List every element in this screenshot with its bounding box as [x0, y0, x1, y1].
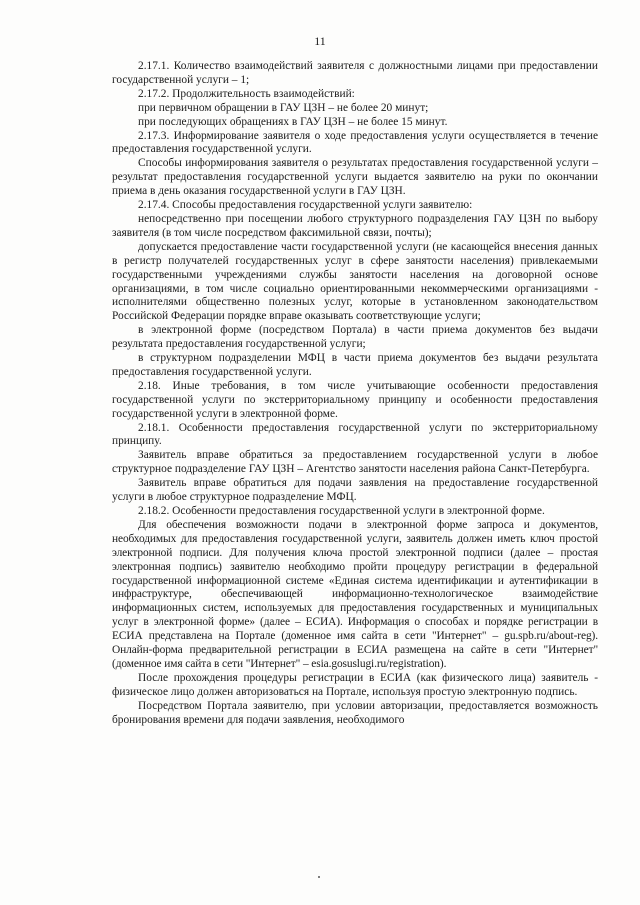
paragraph-partial-service: допускается предоставление части государственной услуги (не касающейся внесения данных в регистр получателей государственных услуг в сфере занятости населения) привлекаемыми государственными учреждениями службы занятости населения на договорной основе организациями, в том числе социально ориентированными некоммерческими организациями - исполнителями общественно полезных услуг, которые в установленном законодательством Российской Федерации порядке вправе оказывать соответствующие услуги;	[112, 240, 598, 323]
paragraph-2-18: 2.18. Иные требования, в том числе учитывающие особенности предоставления государственной услуги по экстерриториальному принципу и особенности предоставления государственной услуги в электронной форме.	[112, 379, 598, 420]
paragraph-2-17-2: 2.17.2. Продолжительность взаимодействий:	[138, 87, 355, 100]
paragraph-esia-registration: Для обеспечения возможности подачи в электронной форме запроса и документов, необходимых для предоставления государственной услуги, заявитель должен иметь ключ простой электронной подписи. Для получения ключа простой электронной подписи (далее – простая электронная подпись) заявителю необходимо пройти процедуру регистрации в федеральной государственной информационной системе «Единая система идентификации и аутентификации в инфраструктуре, обеспечивающей информационно-технологическое взаимодействие информационных систем, используемых для предоставления государственных и муниципальных услуг в электронной форме» (далее – ЕСИА). Информация о способах и порядке регистрации в ЕСИА представлена на Портале (доменное имя сайта в сети "Интернет" – gu.spb.ru/about-reg). Онлайн-форма предварительной регистрации в ЕСИА размещена на сайте в сети "Интернет" (доменное имя сайта в сети "Интернет" – esia.gosuslugi.ru/registration).	[112, 518, 598, 670]
paragraph-any-mfc: Заявитель вправе обратиться для подачи заявления на предоставление государственной услуги в любое структурное подразделение МФЦ.	[112, 477, 598, 504]
paragraph-2-18-1: 2.18.1. Особенности предоставления государственной услуги по экстерриториальному принципу.	[112, 421, 598, 448]
paragraph-after-registration: После прохождения процедуры регистрации в ЕСИА (как физического лица) заявитель - физическое лицо должен авторизоваться на Портале, используя простую электронную подпись.	[112, 671, 598, 698]
paragraph-result-informing: Способы информирования заявителя о результатах предоставления государственной услуги – результат предоставления государственной услуги выдается заявителю на руки по окончании приема в день оказания государственной услуги в ГАУ ЦЗН.	[112, 157, 598, 198]
paragraph-in-person: непосредственно при посещении любого структурного подразделения ГАУ ЦЗН по выбору заявителя (в том числе посредством факсимильной связи, почты);	[112, 212, 598, 239]
paragraph-subsequent-visits: при последующих обращениях в ГАУ ЦЗН – не более 15 минут.	[138, 115, 448, 128]
paragraph-mfc: в структурном подразделении МФЦ в части приема документов без выдачи результата предоставления государственной услуги.	[112, 352, 598, 378]
paragraph-2-17-4: 2.17.4. Способы предоставления государственной услуги заявителю:	[138, 199, 473, 212]
paragraph-2-17-1: 2.17.1. Количество взаимодействий заявителя с должностными лицами при предоставлении государственной услуги – 1;	[112, 60, 598, 86]
paragraph-portal-booking: Посредством Портала заявителю, при условии авторизации, предоставляется возможность бронирования времени для подачи заявления, необходимого	[112, 699, 598, 726]
paragraph-2-18-2: 2.18.2. Особенности предоставления государственной услуги в электронной форме.	[138, 505, 545, 517]
paragraph-first-visit: при первичном обращении в ГАУ ЦЗН – не более 20 минут;	[138, 101, 429, 114]
page-number: 11	[314, 34, 326, 48]
document-body	[112, 60, 598, 728]
paragraph-2-17-3: 2.17.3. Информирование заявителя о ходе предоставления услуги осуществляется в течение предоставления государственной услуги.	[112, 129, 598, 156]
paragraph-electronic-form: в электронной форме (посредством Портала) в части приема документов без выдачи результата предоставления государственной услуги;	[112, 324, 598, 351]
paragraph-any-division: Заявитель вправе обратиться за предоставлением государственной услуги в любое структурное подразделение ГАУ ЦЗН – Агентство занятости населения района Санкт-Петербурга.	[112, 449, 598, 476]
scan-speck	[318, 876, 320, 878]
